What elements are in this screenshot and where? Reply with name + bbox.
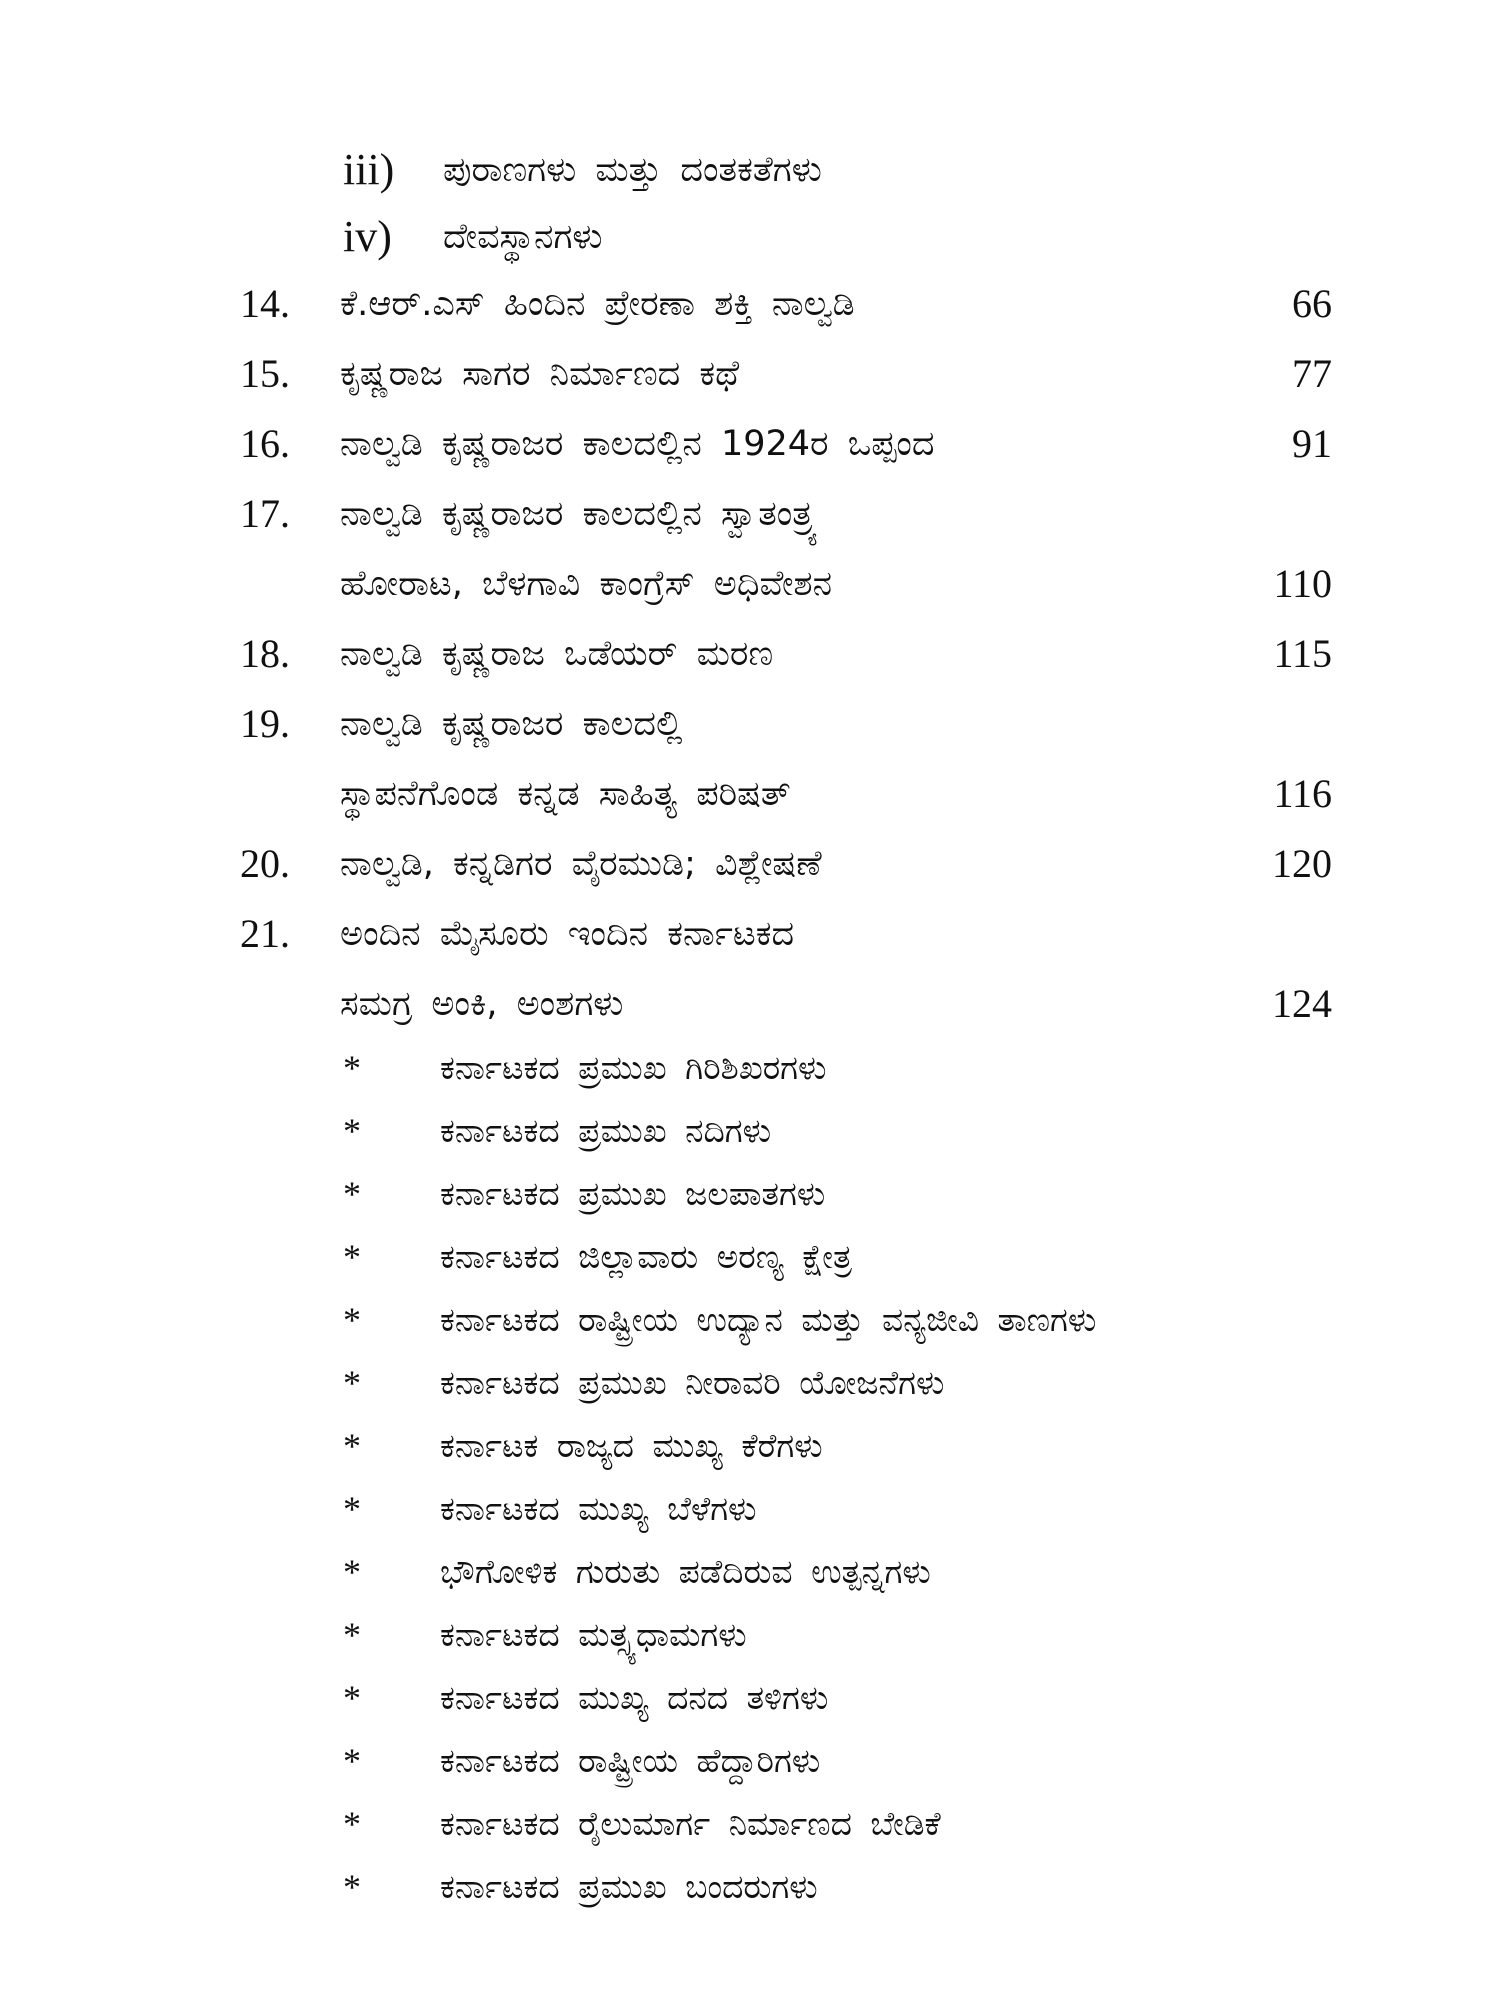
toc-entry-page: 110: [1273, 561, 1332, 606]
bullet-item-text: ಕರ್ನಾಟಕದ ಪ್ರಮುಖ ನೀರಾವರಿ ಯೋಜನೆಗಳು: [440, 1363, 945, 1402]
toc-entry-title: ನಾಲ್ವಡಿ ಕೃಷ್ಣರಾಜ ಒಡೆಯರ್ ಮರಣ: [340, 634, 774, 674]
toc-entry-19: [0, 694, 1500, 754]
toc-entry-number: 21.: [240, 911, 290, 956]
bullet-asterisk: *: [343, 1489, 361, 1529]
toc-bullet-item: [0, 1101, 1500, 1161]
bullet-item-text: ಕರ್ನಾಟಕದ ರಾಷ್ಟ್ರೀಯ ಉದ್ಯಾನ ಮತ್ತು ವನ್ಯಜೀವಿ ತಾಣಗಳು: [440, 1300, 1097, 1339]
toc-bullet-item: [0, 1227, 1500, 1287]
toc-bullet-item: [0, 1164, 1500, 1224]
toc-entry-number: 14.: [240, 281, 290, 326]
bullet-asterisk: *: [343, 1867, 361, 1907]
toc-entry-21: [0, 904, 1500, 964]
bullet-asterisk: *: [343, 1804, 361, 1844]
toc-entry-title: ನಾಲ್ವಡಿ ಕೃಷ್ಣರಾಜರ ಕಾಲದಲ್ಲಿ: [340, 704, 683, 744]
toc-bullet-item: [0, 1731, 1500, 1791]
bullet-asterisk: *: [343, 1300, 361, 1340]
toc-subentry-iii: [0, 140, 1500, 200]
toc-bullet-item: [0, 1794, 1500, 1854]
toc-entry-20: [0, 834, 1500, 894]
toc-entry-title: ನಾಲ್ವಡಿ, ಕನ್ನಡಿಗರ ವೈರಮುಡಿ; ವಿಶ್ಲೇಷಣೆ: [340, 844, 822, 884]
toc-bullet-item: [0, 1857, 1500, 1917]
bullet-item-text: ಕರ್ನಾಟಕದ ಪ್ರಮುಖ ಬಂದರುಗಳು: [440, 1867, 818, 1906]
bullet-asterisk: *: [343, 1426, 361, 1466]
bullet-item-text: ಕರ್ನಾಟಕದ ರೈಲುಮಾರ್ಗ ನಿರ್ಮಾಣದ ಬೇಡಿಕೆ: [440, 1804, 941, 1843]
toc-entry-title: ಸ್ಥಾಪನೆಗೊಂಡ ಕನ್ನಡ ಸಾಹಿತ್ಯ ಪರಿಷತ್: [340, 774, 791, 814]
toc-entry-17: [0, 484, 1500, 544]
toc-bullet-item: [0, 1416, 1500, 1476]
toc-bullet-item: [0, 1290, 1500, 1350]
bullet-asterisk: *: [343, 1237, 361, 1277]
bullet-asterisk: *: [343, 1048, 361, 1088]
bullet-asterisk: *: [343, 1174, 361, 1214]
bullet-item-text: ಕರ್ನಾಟಕದ ಜಿಲ್ಲಾವಾರು ಅರಣ್ಯ ಕ್ಷೇತ್ರ: [440, 1237, 852, 1276]
toc-bullet-item: [0, 1038, 1500, 1098]
bullet-asterisk: *: [343, 1678, 361, 1718]
toc-entry-page: 66: [1292, 281, 1332, 326]
bullet-item-text: ಕರ್ನಾಟಕದ ಪ್ರಮುಖ ಗಿರಿಶಿಖರಗಳು: [440, 1048, 827, 1087]
toc-entry-title: ಹೋರಾಟ, ಬೆಳಗಾವಿ ಕಾಂಗ್ರೆಸ್ ಅಧಿವೇಶನ: [340, 564, 833, 604]
toc-entry-number: 15.: [240, 351, 290, 396]
toc-subentry-iv: [0, 207, 1500, 267]
toc-entry-number: iii): [343, 145, 395, 194]
toc-entry-21-continued: [0, 974, 1500, 1034]
bullet-asterisk: *: [343, 1741, 361, 1781]
toc-entry-15: [0, 344, 1500, 404]
bullet-item-text: ಕರ್ನಾಟಕದ ಪ್ರಮುಖ ಜಲಪಾತಗಳು: [440, 1174, 826, 1213]
bullet-item-text: ಕರ್ನಾಟಕ ರಾಜ್ಯದ ಮುಖ್ಯ ಕೆರೆಗಳು: [440, 1426, 823, 1465]
toc-entry-title: ಕೃಷ್ಣರಾಜ ಸಾಗರ ನಿರ್ಮಾಣದ ಕಥೆ: [340, 354, 740, 394]
toc-entry-page: 91: [1292, 421, 1332, 466]
bullet-item-text: ಕರ್ನಾಟಕದ ರಾಷ್ಟ್ರೀಯ ಹೆದ್ದಾರಿಗಳು: [440, 1741, 821, 1780]
toc-entry-title: ಕೆ.ಆರ್.ಎಸ್ ಹಿಂದಿನ ಪ್ರೇರಣಾ ಶಕ್ತಿ ನಾಲ್ವಡಿ: [340, 284, 855, 324]
toc-entry-page: 120: [1272, 841, 1332, 886]
toc-bullet-item: [0, 1668, 1500, 1728]
toc-entry-number: 20.: [240, 841, 290, 886]
toc-bullet-item: [0, 1353, 1500, 1413]
toc-entry-page: 115: [1273, 631, 1332, 676]
toc-bullet-item: [0, 1479, 1500, 1539]
toc-entry-title: ಅಂದಿನ ಮೈಸೂರು ಇಂದಿನ ಕರ್ನಾಟಕದ: [340, 914, 795, 954]
toc-entry-16: [0, 414, 1500, 474]
bullet-item-text: ಕರ್ನಾಟಕದ ಮುಖ್ಯ ದನದ ತಳಿಗಳು: [440, 1678, 829, 1717]
bullet-asterisk: *: [343, 1111, 361, 1151]
toc-entry-19-continued: [0, 764, 1500, 824]
bullet-item-text: ಕರ್ನಾಟಕದ ಮತ್ಸ್ಯಧಾಮಗಳು: [440, 1615, 747, 1654]
toc-entry-18: [0, 624, 1500, 684]
bullet-asterisk: *: [343, 1363, 361, 1403]
bullet-asterisk: *: [343, 1615, 361, 1655]
toc-entry-page: 77: [1292, 351, 1332, 396]
toc-bullet-item: [0, 1542, 1500, 1602]
toc-entry-number: 18.: [240, 631, 290, 676]
toc-entry-14: [0, 274, 1500, 334]
toc-entry-title: ನಾಲ್ವಡಿ ಕೃಷ್ಣರಾಜರ ಕಾಲದಲ್ಲಿನ ಸ್ವಾತಂತ್ರ್ಯ: [340, 494, 819, 534]
toc-entry-number: 19.: [240, 701, 290, 746]
toc-entry-number: iv): [343, 212, 392, 261]
bullet-item-text: ಕರ್ನಾಟಕದ ಮುಖ್ಯ ಬೆಳೆಗಳು: [440, 1489, 757, 1528]
toc-entry-page: 116: [1273, 771, 1332, 816]
toc-entry-17-continued: [0, 554, 1500, 614]
toc-entry-title: ನಾಲ್ವಡಿ ಕೃಷ್ಣರಾಜರ ಕಾಲದಲ್ಲಿನ 1924ರ ಒಪ್ಪಂದ: [340, 424, 935, 464]
toc-entry-title: ದೇವಸ್ಥಾನಗಳು: [443, 217, 603, 257]
toc-entry-title: ಸಮಗ್ರ ಅಂಕಿ, ಅಂಶಗಳು: [340, 984, 624, 1024]
toc-bullet-item: [0, 1605, 1500, 1665]
toc-entry-number: 17.: [240, 491, 290, 536]
toc-entry-number: 16.: [240, 421, 290, 466]
bullet-item-text: ಕರ್ನಾಟಕದ ಪ್ರಮುಖ ನದಿಗಳು: [440, 1111, 772, 1150]
toc-entry-page: 124: [1272, 981, 1332, 1026]
bullet-asterisk: *: [343, 1552, 361, 1592]
bullet-item-text: ಭೌಗೋಳಿಕ ಗುರುತು ಪಡೆದಿರುವ ಉತ್ಪನ್ನಗಳು: [440, 1552, 931, 1591]
toc-entry-title: ಪುರಾಣಗಳು ಮತ್ತು ದಂತಕತೆಗಳು: [443, 150, 822, 190]
